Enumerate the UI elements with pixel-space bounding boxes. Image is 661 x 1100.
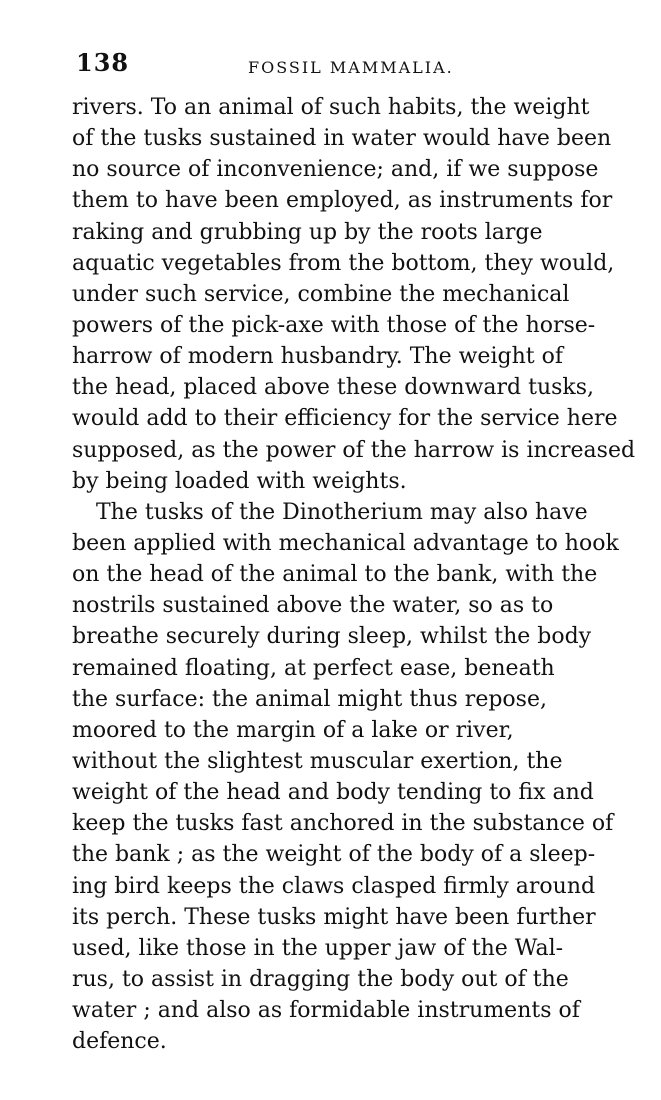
running-title: FOSSIL MAMMALIA.	[248, 58, 454, 77]
text-line: keep the tusks fast anchored in the substance of	[72, 811, 614, 837]
text-line: under such service, combine the mechanical	[72, 281, 570, 307]
text-line: remained floating, at perfect ease, beneath	[72, 655, 555, 681]
text-line: its perch. These tusks might have been further	[72, 904, 596, 930]
text-line: The tusks of the Dinotherium may also have	[96, 499, 588, 525]
text-line: raking and grubbing up by the roots large	[72, 219, 543, 245]
text-line: been applied with mechanical advantage to hook	[72, 530, 619, 556]
paragraph-1	[72, 92, 636, 497]
text-line: the bank ; as the weight of the body of a sleep-	[72, 842, 596, 868]
text-line: without the slightest muscular exertion, the	[72, 748, 563, 774]
text-line: of the tusks sustained in water would have been	[72, 126, 612, 152]
text-line: supposed, as the power of the harrow is increased	[72, 437, 636, 463]
paragraph-2	[72, 497, 619, 1058]
text-line: on the head of the animal to the bank, with the	[72, 562, 598, 588]
text-line: weight of the head and body tending to fix and	[72, 780, 594, 806]
page-header	[76, 48, 596, 84]
text-line: no source of inconvenience; and, if we suppose	[72, 157, 599, 183]
body-text	[72, 92, 636, 1057]
text-line: the surface: the animal might thus repose,	[72, 686, 547, 712]
text-line: harrow of modern husbandry. The weight of	[72, 344, 563, 370]
text-line: powers of the pick-axe with those of the horse-	[72, 312, 596, 338]
text-line: aquatic vegetables from the bottom, they would,	[72, 250, 615, 276]
text-line: ing bird keeps the claws clasped firmly around	[72, 873, 596, 899]
text-line: would add to their efficiency for the service here	[72, 406, 618, 432]
page-number: 138	[76, 48, 130, 77]
text-line: the head, placed above these downward tusks,	[72, 375, 595, 401]
text-line: defence.	[72, 1029, 167, 1055]
text-line: moored to the margin of a lake or river,	[72, 717, 514, 743]
text-line: nostrils sustained above the water, so as to	[72, 593, 554, 619]
text-line: by being loaded with weights.	[72, 468, 407, 494]
text-line: rus, to assist in dragging the body out of the	[72, 966, 569, 992]
text-line: used, like those in the upper jaw of the Wal-	[72, 935, 564, 961]
text-line: water ; and also as formidable instruments of	[72, 998, 580, 1024]
text-line: rivers. To an animal of such habits, the weight	[72, 95, 590, 120]
text-line: them to have been employed, as instruments for	[72, 188, 613, 214]
text-line: breathe securely during sleep, whilst the body	[72, 624, 592, 650]
